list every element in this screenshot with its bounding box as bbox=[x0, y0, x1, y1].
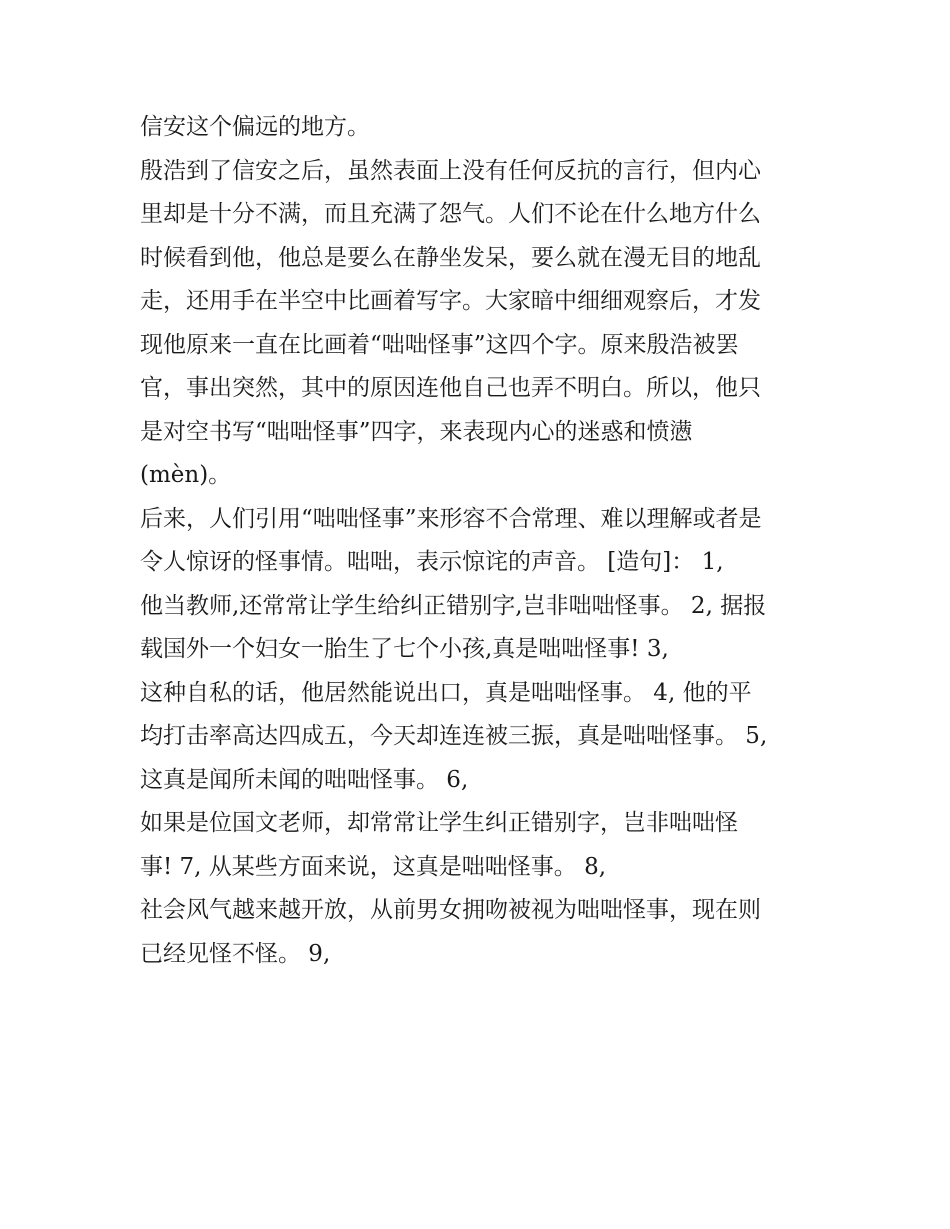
text-line: 如果是位国文老师，却常常让学生纠正错别字，岂非咄咄怪 bbox=[140, 810, 738, 836]
text-line: 载国外一个妇女一胎生了七个小孩,真是咄咄怪事! 3, bbox=[140, 636, 669, 662]
text-line: 已经见怪不怪。 9, bbox=[140, 940, 331, 967]
text-line: 均打击率高达四成五，今天却连连被三振，真是咄咄怪事。 5, bbox=[140, 723, 768, 749]
text-line: 后来，人们引用“咄咄怪事”来形容不合常理、难以理解或者是 bbox=[140, 505, 762, 532]
text-line: 他当教师,还常常让学生给纠正错别字,岂非咄咄怪事。 2, 据报 bbox=[140, 592, 767, 619]
text-line: 时候看到他，他总是要么在静坐发呆，要么就在漫无目的地乱 bbox=[140, 244, 761, 271]
text-line: 事! 7, 从某些方面来说，这真是咄咄怪事。 8, bbox=[140, 853, 607, 880]
text-line: 社会风气越来越开放，从前男女拥吻被视为咄咄怪事，现在则 bbox=[140, 897, 761, 923]
text-line: 令人惊讶的怪事情。咄咄，表示惊诧的声音。 [造句]： 1, bbox=[140, 549, 724, 575]
text-line: 走，还用手在半空中比画着写字。大家暗中细细观察后，才发 bbox=[140, 288, 761, 314]
text-line: 里却是十分不满，而且充满了怨气。人们不论在什么地方什么 bbox=[140, 201, 761, 227]
text-line: 信安这个偏远的地方。 bbox=[140, 114, 370, 140]
text-line: 是对空书写“咄咄怪事”四字，来表现内心的迷惑和愤懑 bbox=[140, 418, 693, 445]
text-line: 官，事出突然，其中的原因连他自己也弄不明白。所以，他只 bbox=[140, 375, 761, 401]
document-body bbox=[140, 106, 820, 976]
text-line: 这真是闻所未闻的咄咄怪事。 6, bbox=[140, 766, 469, 793]
text-line: 这种自私的话，他居然能说出口，真是咄咄怪事。 4, 他的平 bbox=[140, 679, 752, 706]
text-line: (mèn)。 bbox=[140, 462, 232, 488]
text-line: 现他原来一直在比画着“咄咄怪事”这四个字。原来殷浩被罢 bbox=[140, 331, 739, 358]
text-line: 殷浩到了信安之后，虽然表面上没有任何反抗的言行，但内心 bbox=[140, 157, 761, 184]
